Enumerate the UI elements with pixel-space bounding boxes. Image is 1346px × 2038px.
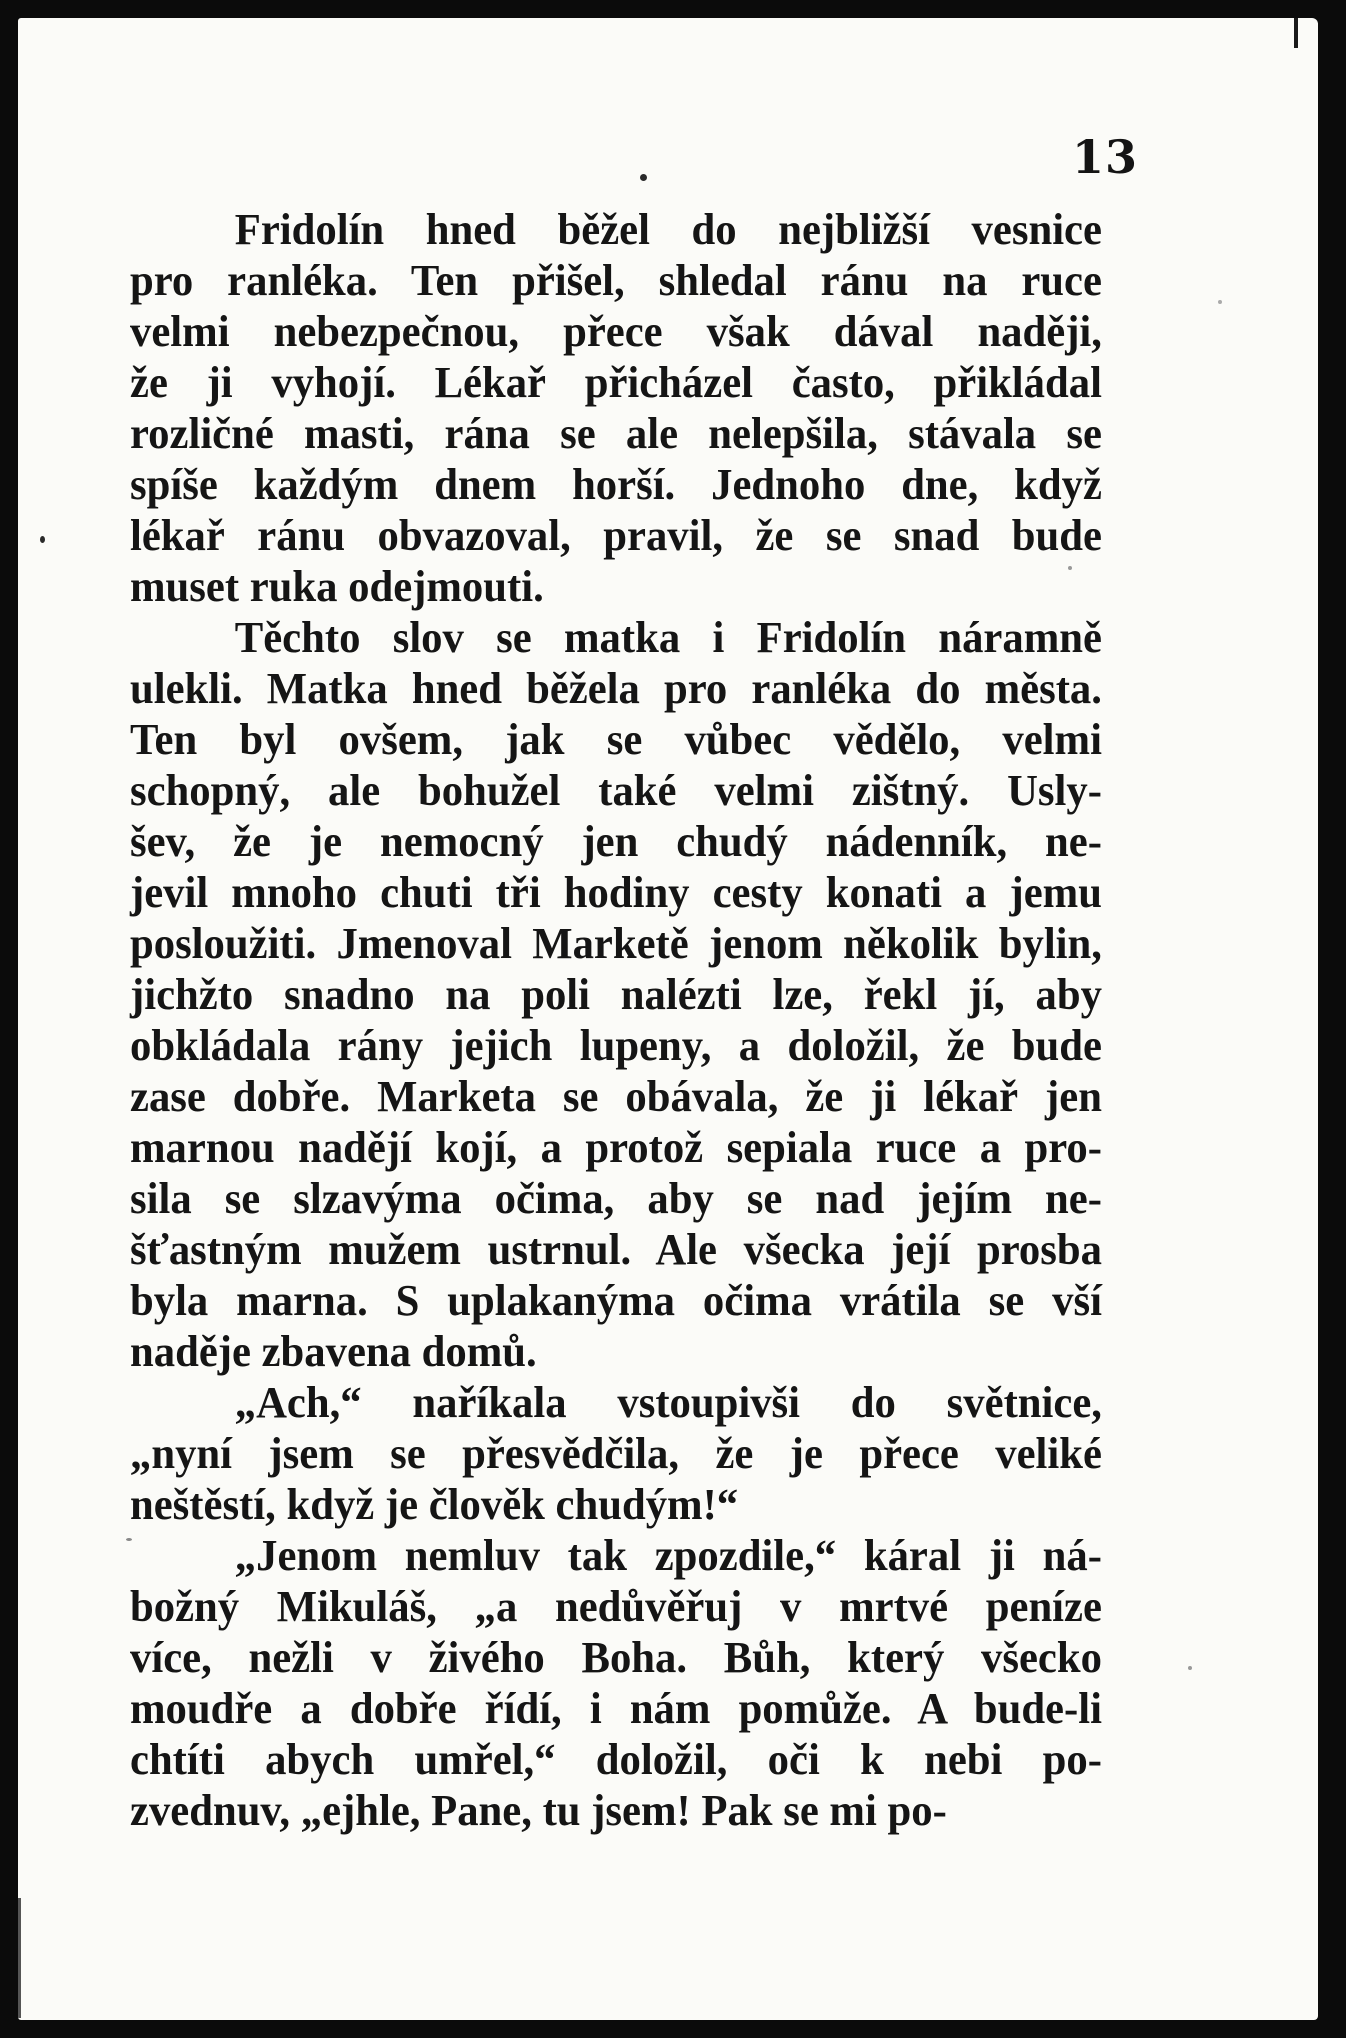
dust-speck — [1188, 1666, 1192, 1670]
text-line: zvednuv, „ejhle, Pane, tu jsem! Pak se mi po- — [130, 1786, 947, 1835]
page-edge-mark — [1294, 18, 1298, 48]
text-line: spíše každým dnem horší. Jednoho dne, když — [130, 460, 1102, 509]
text-line: Fridolín hned běžel do nejbližší vesnice — [234, 205, 1102, 254]
dust-speck — [40, 536, 45, 543]
text-line: byla marna. S uplakanýma očima vrátila se vší — [130, 1276, 1102, 1325]
page-number: 13 — [1071, 130, 1138, 184]
text-line: „Jenom nemluv tak zpozdile,“ káral ji ná- — [234, 1531, 1102, 1580]
text-line: více, nežli v živého Boha. Bůh, který všecko — [130, 1633, 1102, 1682]
text-line: jichžto snadno na poli nalézti lze, řekl jí, aby — [130, 970, 1102, 1019]
text-line: marnou nadějí kojí, a protož sepiala ruce a pro- — [130, 1123, 1102, 1172]
text-line: muset ruka odejmouti. — [130, 562, 544, 611]
text-line: že ji vyhojí. Lékař přicházel často, přikládal — [130, 358, 1102, 407]
text-line: rozličné masti, rána se ale nelepšila, stávala se — [130, 409, 1102, 458]
page-edge-mark — [18, 1898, 21, 2018]
text-line: ulekli. Matka hned běžela pro ranléka do města. — [130, 664, 1102, 713]
text-line: jevil mnoho chuti tři hodiny cesty konati a jemu — [130, 868, 1102, 917]
text-line: neštěstí, když je člověk chudým!“ — [130, 1480, 739, 1529]
text-line: posloužiti. Jmenoval Marketě jenom několik bylin, — [130, 919, 1102, 968]
text-line: moudře a dobře řídí, i nám pomůže. A bude-li — [130, 1684, 1102, 1733]
text-line: chtíti abych umřel,“ doložil, oči k nebi po- — [130, 1735, 1102, 1784]
text-line: Těchto slov se matka i Fridolín náramně — [234, 613, 1102, 662]
text-line: schopný, ale bohužel také velmi zištný. Usly- — [130, 766, 1102, 815]
text-line: naděje zbavena domů. — [130, 1327, 537, 1376]
text-line: šťastným mužem ustrnul. Ale všecka její prosba — [130, 1225, 1102, 1274]
text-line: obkládala rány jejich lupeny, a doložil, že bude — [130, 1021, 1102, 1070]
dust-speck — [1218, 300, 1222, 304]
text-line: velmi nebezpečnou, přece však dával naději, — [130, 307, 1102, 356]
book-page — [18, 18, 1318, 2020]
body-text — [130, 204, 1132, 1836]
text-line: Ten byl ovšem, jak se vůbec vědělo, velmi — [130, 715, 1102, 764]
text-line: „nyní jsem se přesvědčila, že je přece veliké — [130, 1429, 1102, 1478]
text-line: pro ranléka. Ten přišel, shledal ránu na ruce — [130, 256, 1102, 305]
dust-speck — [1068, 566, 1072, 570]
dust-speck — [126, 1538, 132, 1541]
text-line: lékař ránu obvazoval, pravil, že se snad bude — [130, 511, 1102, 560]
text-line: zase dobře. Marketa se obávala, že ji lékař jen — [130, 1072, 1102, 1121]
text-line: sila se slzavýma očima, aby se nad jejím ne- — [130, 1174, 1102, 1223]
dust-speck — [640, 174, 647, 181]
text-line: šev, že je nemocný jen chudý nádenník, ne- — [130, 817, 1102, 866]
text-line: božný Mikuláš, „a nedůvěřuj v mrtvé peníze — [130, 1582, 1102, 1631]
text-line: „Ach,“ naříkala vstoupivši do světnice, — [234, 1378, 1102, 1427]
